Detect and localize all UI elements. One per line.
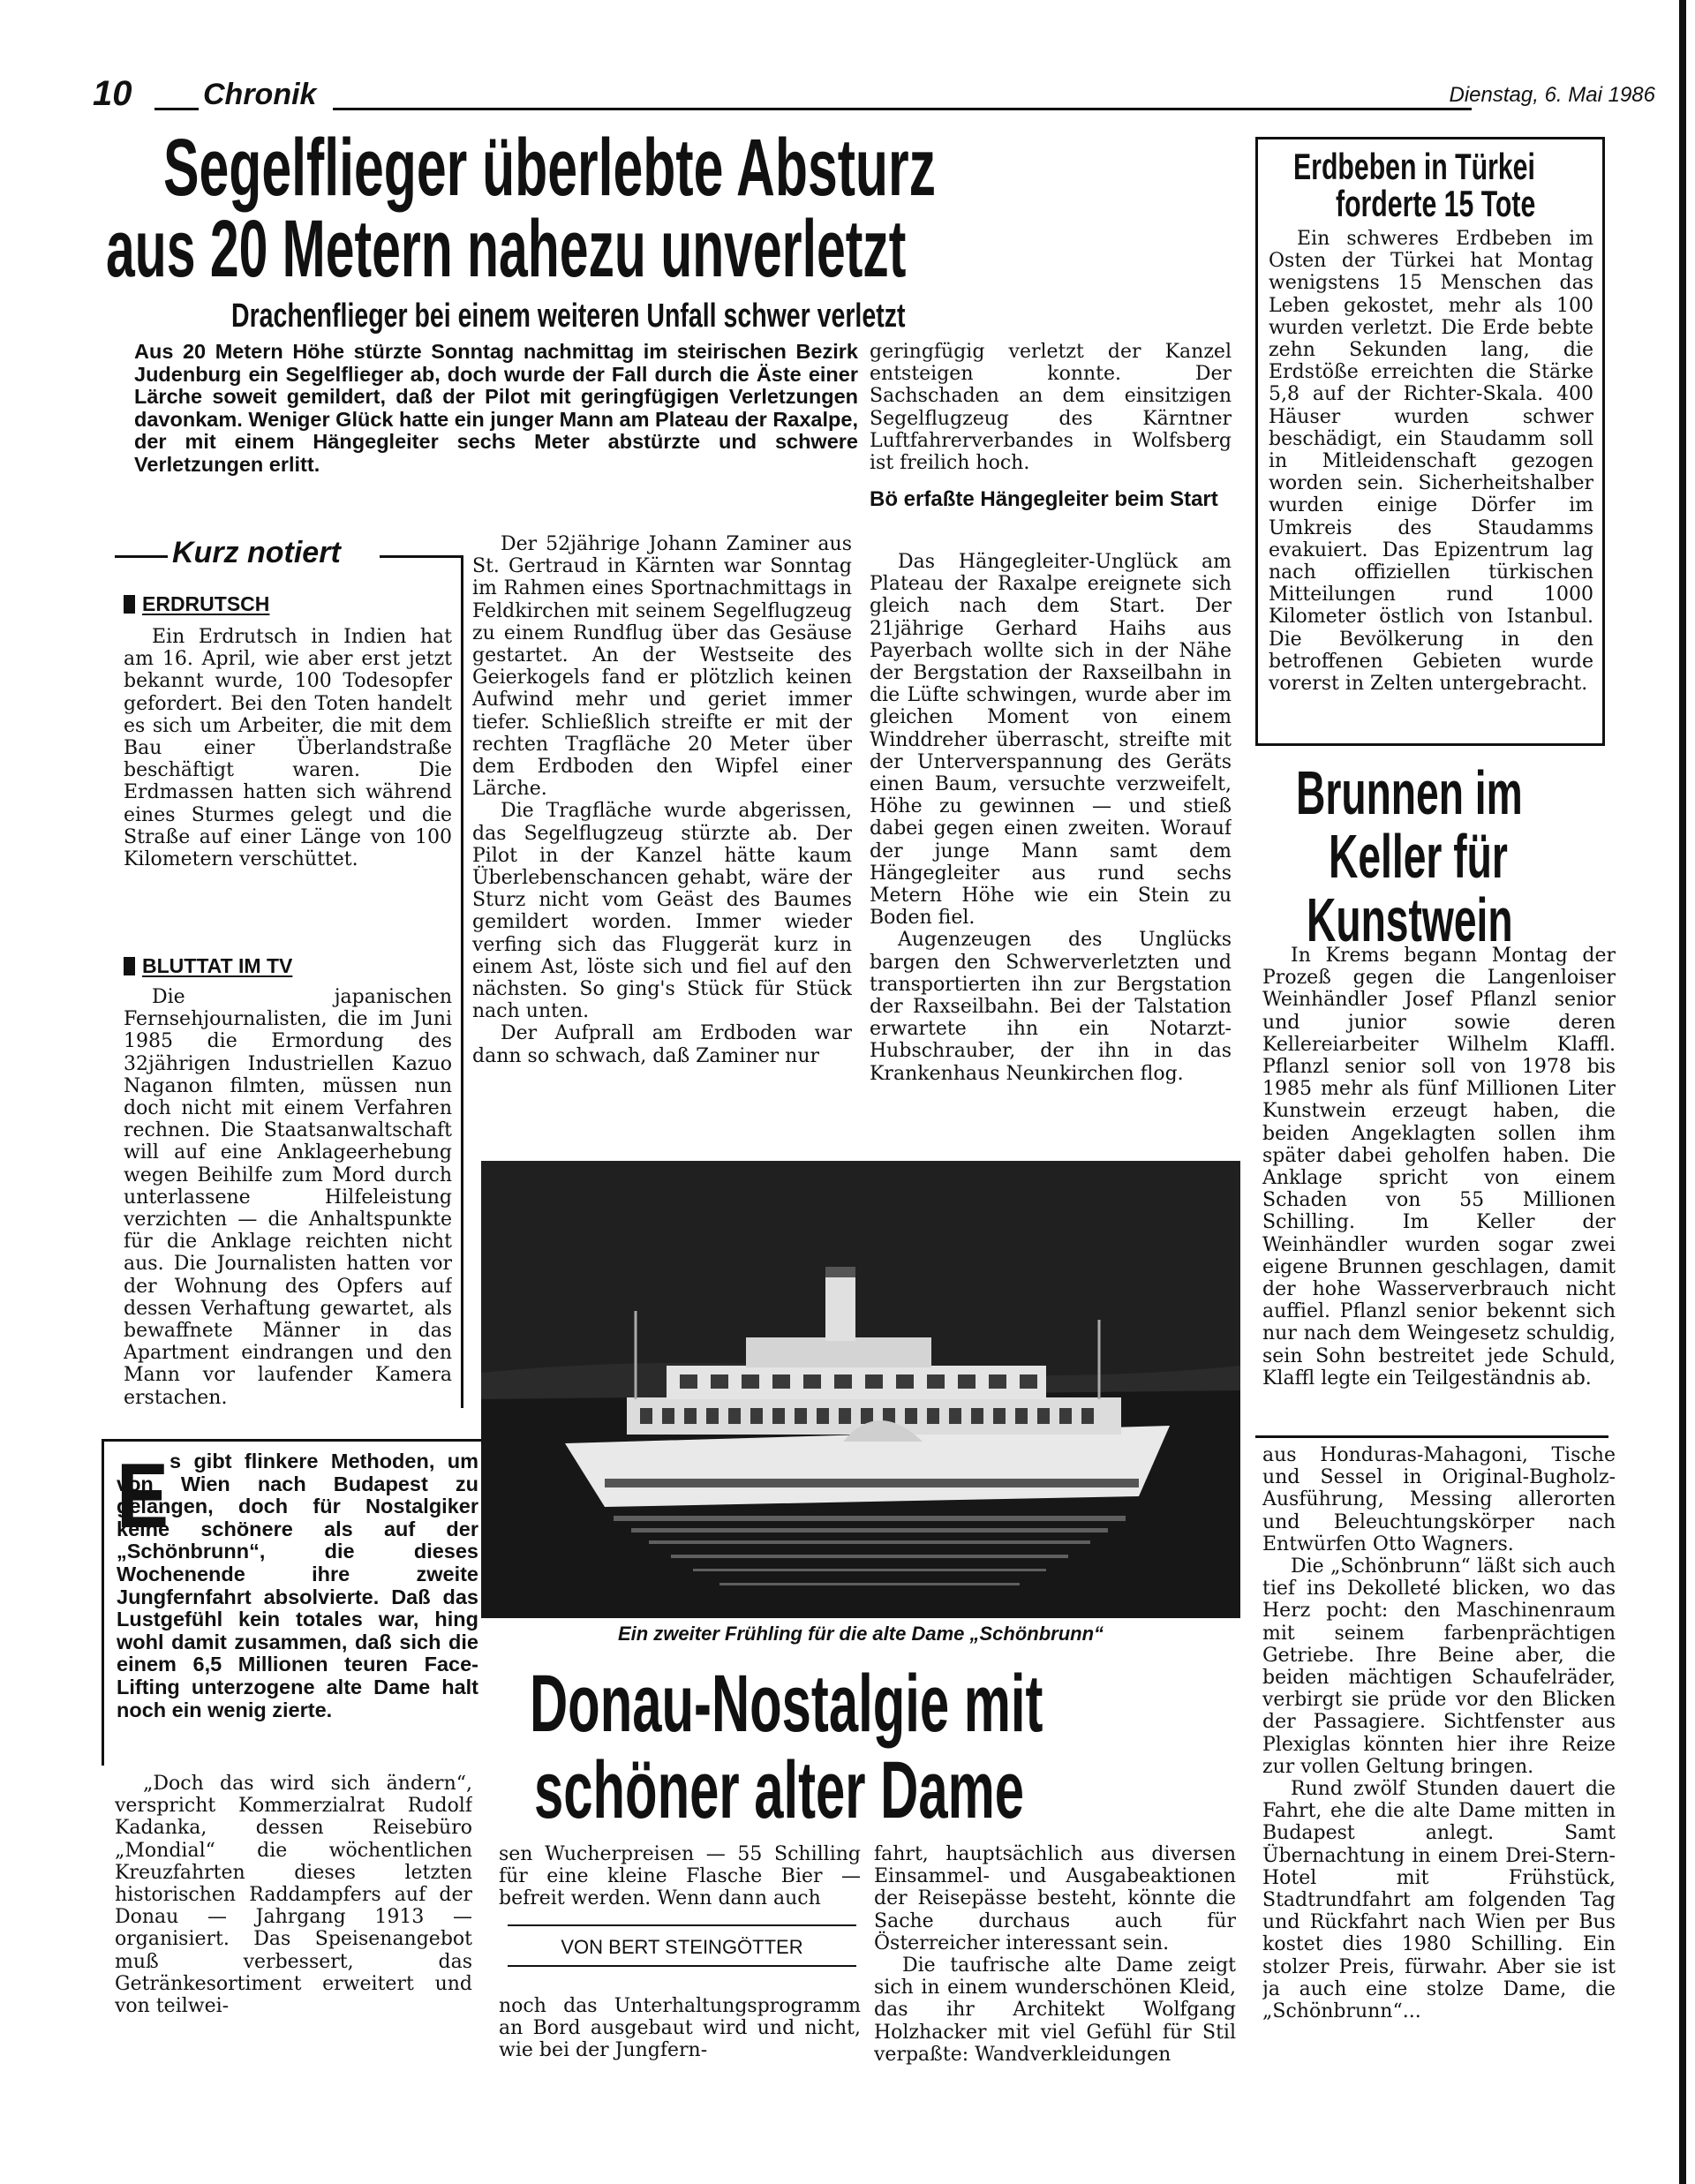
paragraph: Die „Schönbrunn“ läßt sich auch tief ins Dekolleté blicken, wo das Herz pocht: den Maschinenraum mit seinem farbenprächtigen Getriebe. Ihre Beine aber, die beiden mächtigen Schaufelräder, verbirgt sie prüde vor den Blicken der Passagiere. Sichtfenster aus Plexiglas könnten hier ihre Reize zur vollen Geltung bringen.	[1262, 1555, 1616, 1778]
donau-col2-text2	[499, 1995, 861, 2067]
paragraph: Der 52jährige Johann Zaminer aus St. Gertraud in Kärnten war Sonntag im Rahmen eines Sportnachmittags in Feldkirchen mit seinem Segelflugzeug zu einem Rundflug über das Gesäuse gestartet. An der Westseite des Geierkogels fand er plötzlich keinen Aufwind mehr und geriet immer tiefer. Schließlich streifte er mit der rechten Tragfläche 20 Meter über dem Erdboden den Wipfel einer Lärche.	[472, 533, 852, 801]
paragraph: Die japanischen Fernsehjournalisten, die im Juni 1985 die Ermordung des 32jährigen Industriellen Kazuo Naganon filmten, müssen nun doch nicht mit einem Verfahren rechnen. Die Staatsanwaltschaft will auf eine Anklageerhebung wegen Beihilfe zum Mord durch unterlassene Hilfeleistung verzichten — die Anhaltspunkte für die Anklage reichten nicht aus. Die Journalisten hatten vor der Wohnung des Opfers auf dessen Verhaftung gewartet, als bewaffnete Männer in das Apartment eindrangen und den Mann vor laufender Kamera erstachen.	[124, 986, 452, 1408]
paragraph: Die taufrische alte Dame zeigt sich in einem wunderschönen Kleid, das ihr Architekt Wolfgang Holzhacker mit viel Gefühl für Stil verpaßte: Wandverkleidungen	[874, 1954, 1236, 2066]
paragraph: aus Honduras-Mahagoni, Tische und Sessel in Original-Bugholz-Ausführung, Messing allerorten und Beleuchtungskörper nach Entwürfen Otto Wagners.	[1262, 1444, 1616, 1555]
byline-rule-top	[508, 1924, 856, 1926]
donau-headline-line2: schöner alter Dame	[534, 1745, 1025, 1835]
donau-col4-text	[1262, 1444, 1616, 2073]
ship-photo	[481, 1161, 1240, 1618]
byline: VON BERT STEINGÖTTER	[561, 1936, 803, 1958]
donau-headline-line1: Donau-Nostalgie mit	[530, 1659, 1043, 1749]
paragraph: Ein schweres Erdbeben im Osten der Türkei hat Montag wenigstens 15 Menschen das Leben gekostet, mehr als 100 wurden verletzt. Die Erde bebte zehn Sekunden lang, die Erdstöße erreichten die Stärke 5,8 auf der Richter-Skala. 400 Häuser wurden schwer beschädigt, ein Staudamm soll in Mitleidenschaft gezogen worden sein. Sicherheitshalber wurden einige Dörfer im Umkreis des Staudamms evakuiert. Das Epizentrum lag nach offiziellen türkischen Mitteilungen rund 1000 Kilometer östlich von Istanbul. Die Bevölkerung in den betroffenen Gebieten wurde vorerst in Zelten untergebracht.	[1269, 228, 1593, 696]
kurz-rule-left	[115, 555, 168, 558]
main-col3-text: geringfügig verletzt der Kanzel entsteigen konnte. Der Sachschaden an dem einsitzigen Segelflugzeug des Kärntner Luftfahrerverbandes in Wolfsberg ist freilich hoch.	[870, 341, 1232, 473]
kurz-rule-vertical	[461, 555, 463, 1408]
paragraph: Augenzeugen des Unglücks bargen den Schwerverletzten und transportierten ihn zur Bergstation der Raxseilbahn. Bei der Talstation erwartete ihn ein Notarzt-Hubschrauber, der ihn in das Krankenhaus Neunkirchen flog.	[870, 929, 1232, 1085]
main-col2-text	[472, 533, 852, 1142]
kurz-item2-kicker: BLUTTAT IM TV	[142, 954, 293, 977]
paragraph: sen Wucherpreisen — 55 Schilling für eine kleine Flasche Bier — befreit werden. Wenn dann auch	[499, 1843, 861, 1910]
main-lead: Aus 20 Metern Höhe stürzte Sonntag nachmittag im steirischen Bezirk Judenburg ein Segelflieger ab, doch wurde der Fall durch die Äste einer Lärche soweit gemildert, daß der Pilot mit geringfügigen Verletzungen davonkam. Weniger Glück hatte ein junger Mann am Plateau der Raxalpe, der mit einem Hängegleiter sechs Meter abstürzte und schwere Verletzungen erlitt.	[134, 341, 858, 476]
paragraph: Ein Erdrutsch in Indien hat am 16. April, wie aber erst jetzt bekannt wurde, 100 Todesopfer gefordert. Bei den Toten handelt es sich um Arbeiter, die mit dem Bau einer Überlandstraße beschäftigt waren. Die Erdmassen hatten sich während eines Sturmes gelegt und die Straße auf einer Länge von 100 Kilometern verschüttet.	[124, 626, 452, 871]
page-date: Dienstag, 6. Mai 1986	[1449, 83, 1655, 107]
kurz-item1-kicker: ERDRUTSCH	[142, 592, 270, 615]
erdbeben-headline-line2: forderte 15 Tote	[1336, 183, 1536, 224]
paragraph: In Krems begann Montag der Prozeß gegen die Langenloiser Weinhändler Josef Pflanzl senior und junior sowie deren Kellereiarbeiter Wilhelm Klaffl. Pflanzl senior soll von 1978 bis 1985 mehr als fünf Millionen Liter Kunstwein erzeugt haben, die beiden Angeklagten sollen ihm später dabei geholfen haben. Die Anklage spricht von einem Schaden von 55 Millionen Schilling. Im Keller der Weinhändler wurden sogar zwei eigene Brunnen geschlagen, damit der hohe Wasserverbrauch nicht auffiel. Pflanzl senior bekennt sich nur nach dem Weingesetz schuldig, sein Sohn bestreitet jede Schuld, Klaffl legte ein Teilgeständnis ab.	[1262, 945, 1616, 1389]
header-rule-left	[154, 108, 199, 110]
paragraph: fahrt, hauptsächlich aus diversen Einsammel- und Ausgabeaktionen der Reisepässe besteht, könnte die Sache durchaus auch für Österreicher interessant sein.	[874, 1843, 1236, 1954]
brunnen-headline-line3: Kunstwein	[1307, 885, 1513, 954]
page-edge-mark	[1679, 0, 1686, 2184]
main-col3-text2	[870, 551, 1232, 1142]
paragraph: Der Aufprall am Erdboden war dann so schwach, daß Zaminer nur	[472, 1022, 852, 1067]
erdbeben-text	[1269, 228, 1593, 736]
byline-rule-bottom	[508, 1965, 856, 1967]
erdbeben-box	[1255, 137, 1605, 746]
page-header	[93, 69, 1655, 122]
donau-lead: s gibt flinkere Methoden, um von Wien nach Budapest zu gelangen, doch für Nostalgiker keine schönere als auf der „Schönbrunn“, die dieses Wochenende ihre zweite Jungfernfahrt absolvierte. Daß das Lustgefühl kein totales war, hing wohl damit zusammen, daß sich die einem 6,5 Millionen teuren Face-Lifting unterzogene alte Dame halt noch ein wenig zierte.	[117, 1450, 478, 1721]
kurz-item2-header	[124, 954, 450, 978]
donau-lead-box	[102, 1439, 481, 1766]
brunnen-headline-line1: Brunnen im	[1296, 758, 1523, 827]
page-number: 10	[93, 74, 132, 113]
drop-cap: E	[117, 1445, 169, 1548]
paragraph: noch das Unterhaltungsprogramm an Bord ausgebaut wird und nicht, wie bei der Jungfern-	[499, 1995, 861, 2062]
paddle-steamer-image	[481, 1161, 1240, 1618]
donau-col2-text	[499, 1843, 861, 1916]
brunnen-text	[1262, 945, 1616, 1421]
section-name: Chronik	[203, 78, 317, 111]
kurz-notiert-title: Kurz notiert	[172, 536, 341, 569]
main-col3-subhead: Bö erfaßte Hängegleiter beim Start	[870, 487, 1218, 511]
paragraph: „Doch das wird sich ändern“, verspricht Kommerzialrat Rudolf Kadanka, dessen Reisebüro „Mondial“ die wöchentlichen Kreuzfahrten dieses letzten historischen Raddampfers auf der Donau — Jahrgang 1913 — organisiert. Das Speisenangebot muß verbessert, das Getränkesortiment erweitert und von teilwei-	[115, 1773, 472, 2018]
main-headline-line1: Segelflieger überlebte Absturz	[163, 123, 937, 213]
bullet-square-icon	[124, 957, 135, 975]
brunnen-headline-line2: Keller für	[1329, 822, 1508, 891]
main-headline-line2: aus 20 Metern nahezu unverletzt	[106, 204, 907, 294]
erdbeben-headline-line1: Erdbeben in Türkei	[1293, 146, 1535, 187]
paragraph: Rund zwölf Stunden dauert die Fahrt, ehe die alte Dame mitten in Budapest anlegt. Samt Übernachtung in einem Drei-Stern-Hotel mit Frühstück, Stadtrundfahrt am folgenden Tag und Rückfahrt nach Wien per Bus kostet dies 1980 Schilling. Ein stolzer Preis, fürwahr. Aber sie ist ja auch eine stolze Dame, die „Schönbrunn“...	[1262, 1778, 1616, 2023]
kurz-item1-header	[124, 592, 450, 616]
paragraph: Die Tragfläche wurde abgerissen, das Segelflugzeug stürzte ab. Der Pilot in der Kanzel hätte kaum Überlebenschancen gehabt, wäre der Sturz nicht vom Geäst des Baumes gemildert worden. Immer wieder verfing sich das Fluggerät kurz in einem Ast, löste sich und fiel auf den nächsten. So ging's Stück für Stück nach unten.	[472, 800, 852, 1023]
main-subheadline: Drachenflieger bei einem weiteren Unfall schwer verletzt	[231, 297, 906, 335]
photo-caption: Ein zweiter Frühling für die alte Dame „Schönbrunn“	[617, 1623, 1104, 1645]
donau-col1-text	[115, 1773, 472, 2037]
header-rule	[333, 108, 1472, 110]
paragraph: Das Hängegleiter-Unglück am Plateau der Raxalpe ereignete sich gleich nach dem Start. Der 21jährige Gerhard Haihs aus Payerbach wollte sich in der Nähe der Bergstation der Raxseilbahn in die Lüfte schwingen, wurde aber im gleichen Moment von einem Winddreher überrascht, streifte mit der Unterverspannung des Geräts einen Baum, versuchte verzweifelt, Höhe zu gewinnen — und stieß dabei gegen einen zweiten. Worauf der junge Mann samt dem Hängegleiter aus rund sechs Metern Höhe wie ein Stein zu Boden fiel.	[870, 551, 1232, 930]
kurz-rule-right	[380, 555, 463, 558]
bullet-square-icon	[124, 595, 135, 614]
col4-rule-top	[1255, 1435, 1608, 1438]
donau-col3-text	[874, 1843, 1236, 2075]
kurz-item1-text	[124, 626, 452, 908]
kurz-item2-text	[124, 986, 452, 1408]
kurz-notiert-box	[115, 534, 463, 1408]
